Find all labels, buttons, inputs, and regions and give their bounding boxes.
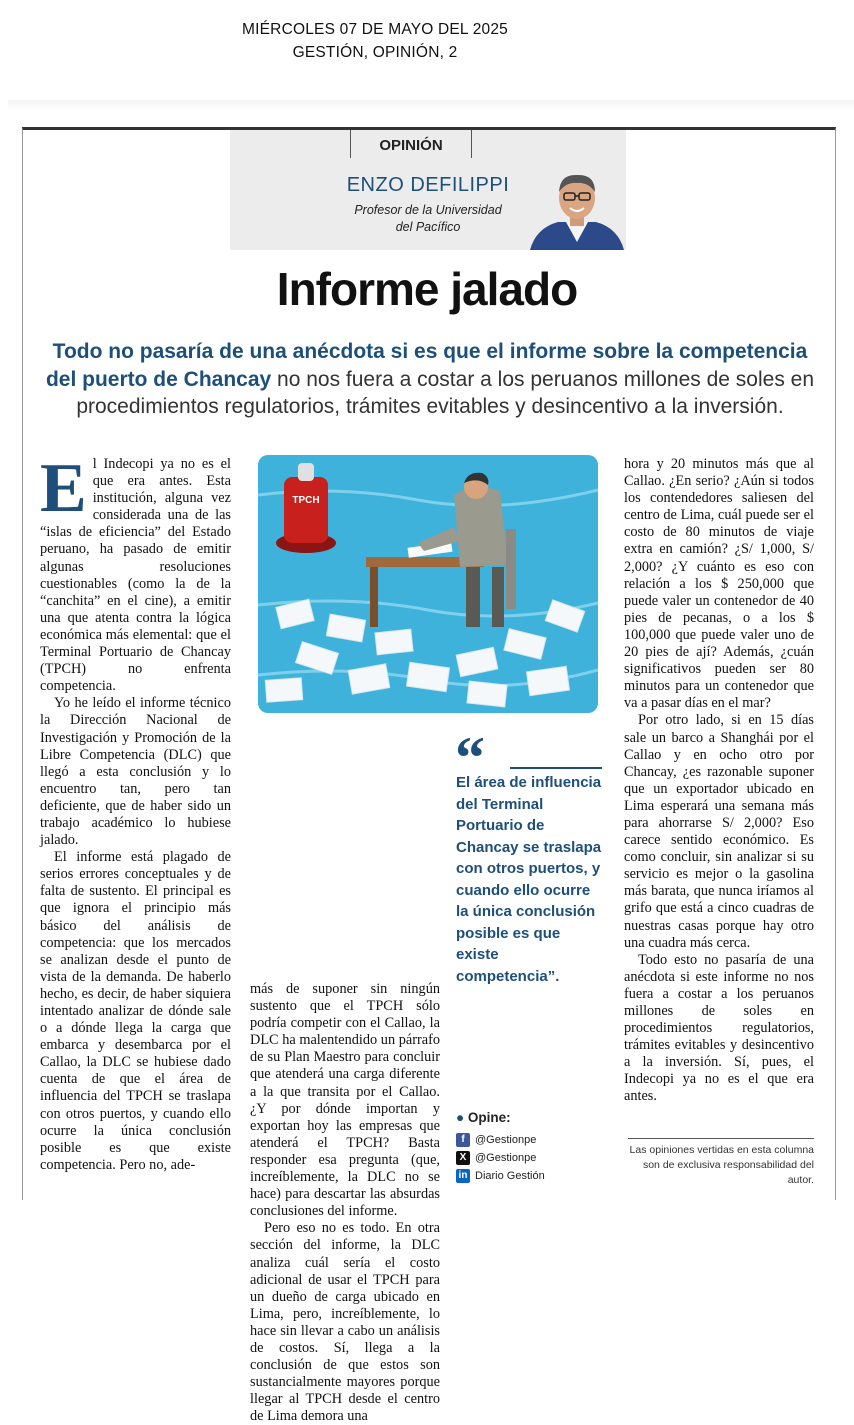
top-divider: [8, 100, 854, 110]
paragraph-7: Por otro lado, si en 15 días sale un barco a Shanghái por el Callao y en ocho otro por Chancay, ¿es razonable suponer que un exportador ubicado en Lima esperará una semana más para ahorrarse S/ 2,000? Eso carece sentido económico. Es como concluir, sin analizar si su servicio es mejor o la gasolina más barata, que nunca iríamos al grifo que está a cinco cuadras de nuestras casas porque hay otro una cuadra más cerca.: [624, 712, 814, 951]
disclaimer: Las opiniones vertidas en esta columna son de exclusiva responsabilidad del autor.: [629, 1144, 814, 1186]
paragraph-8: Todo esto no pasaría de una anécdota si este informe no nos fuera a costar a los peruanos millones de soles en procedimientos regulatorios, trámites evitables y desincentivo a la inversión. Sí, pues, el Indecopi ya no es el que era antes.: [624, 951, 814, 1105]
social-link-x[interactable]: [456, 1149, 616, 1167]
headline: Informe jalado: [276, 263, 578, 315]
social-link-linkedin[interactable]: [456, 1167, 616, 1185]
paragraph-3: El informe está plagado de serios errores conceptuales y de falta de sustento. El principal es que ignora el principio más básico del análisis de competencia: que los mercados se analizan desde el punto de vista de la demanda. De haberlo hecho, es decir, de haber siquiera intentado analizar de dónde sale o a dónde llega la carga que embarca y desembarca por el Callao, la DLC se hubiese dado cuenta de que el área de influencia del TPCH se traslapa con otros puertos, y cuando ello ocurre la única conclusión posible es que existe competencia. Pero no, ade-: [40, 849, 231, 1173]
paragraph-4: más de suponer sin ningún sustento que el TPCH sólo podría competir con el Callao, la DLC ha malentendido un párrafo de su Plan Maestro para concluir que atenderá una carga diferente a la que transita por el Callao. ¿Y por dónde importan y exportan hoy las empresas que atenderá el TPCH? Basta responder esa pregunta (que, increíblemente, la DLC no se hace) para descartar las absurdas conclusiones del informe.: [250, 981, 440, 1220]
author-title-line-2: del Pacífico: [395, 220, 461, 234]
author-title-line-1: Profesor de la Universidad: [354, 203, 502, 217]
drop-cap: E: [40, 450, 87, 527]
buoy-label: TPCH: [292, 495, 320, 506]
deck-rest: no nos fuera a costar a los peruanos millones de soles en procedimientos regulatorios, trámites evitables y desincentivo a la inversión.: [76, 367, 815, 418]
linkedin-icon: in: [456, 1169, 470, 1183]
deck-highlight: Todo no pasaría de una anécdota si es que el informe sobre la competencia del puerto de Chancay: [45, 340, 808, 391]
body-column-3: [624, 456, 814, 1106]
quote-mark-icon: “: [455, 725, 485, 791]
social-link-facebook[interactable]: [456, 1131, 616, 1149]
facebook-icon: f: [456, 1133, 470, 1147]
section-label: OPINIÓN: [350, 130, 472, 158]
speech-bubble-icon: ●: [456, 1110, 465, 1125]
illustration: [258, 455, 598, 713]
opine-title-text: Opine:: [467, 1110, 511, 1125]
pull-quote: El área de influencia del Terminal Portuario de Chancay se traslapa con otros puertos, y cuando ello ocurre la única conclusión posible es que existe competencia”.: [456, 774, 602, 985]
author-title: [328, 202, 528, 236]
social-label: Diario Gestión: [475, 1170, 545, 1182]
x-icon: X: [456, 1151, 470, 1165]
quote-rule: [510, 767, 602, 769]
social-label: @Gestionpe: [475, 1152, 537, 1164]
page-meta: [0, 18, 750, 64]
paragraph-1: [40, 450, 231, 695]
paragraph-1-text: l Indecopi ya no es el que era antes. Esta institución, alguna vez considerada una de las “islas de eficiencia” del Estado peruano, ha pasado de emitir algunas resoluciones cuestionables (como la de la “canchita” en el cine), a emitir una que atenta contra la lógica económica más elemental: que el Terminal Portuario de Chancay (TPCH) no enfrenta competencia.: [40, 456, 231, 695]
author-header: [230, 130, 626, 250]
author-name: ENZO DEFILIPPI: [346, 174, 510, 196]
deck: [40, 338, 820, 421]
paragraph-5: Pero eso no es todo. En otra sección del informe, la DLC analiza cuál sería el costo adicional de usar el TPCH para un dueño de carga ubicado en Lima, pero, increíblemente, lo hace sin llevar a cabo un análisis de costos. Sí, llega a la conclusión de que estos son sustancialmente mayores porque llegar al TPCH desde el centro de Lima demora una: [250, 1220, 440, 1425]
disclaimer-rule: [628, 1138, 814, 1139]
publication-source: GESTIÓN, OPINIÓN, 2: [292, 44, 458, 61]
author-photo: [528, 168, 626, 250]
publication-date: MIÉRCOLES 07 DE MAYO DEL 2025: [242, 21, 508, 38]
opine-title: [456, 1110, 616, 1125]
paragraph-2: Yo he leído el informe técnico la Dirección Nacional de Investigación y Promoción de la Libre Competencia (DLC) que llegó a esta conclusión y lo encuentro tan, pero tan deficiente, que de haber sido un trabajo académico lo hubiese jalado.: [40, 695, 231, 849]
opine-box: [456, 1110, 616, 1185]
social-label: @Gestionpe: [475, 1134, 537, 1146]
paragraph-6: hora y 20 minutos más que al Callao. ¿En serio? ¿Aún si todos los contendedores saliesen del centro de Lima, cuál puede ser el costo de 80 minutos de viaje extra en camión? ¿S/ 1,000, S/ 2,000? ¿Y cuánto es eso con relación a los $ 250,000 que puede valer un contenedor de 40 pies de pecanas, o a los $ 100,000 que puede valer uno de 20 pies de ají? Además, ¿cuán significativos pueden ser 80 minutos para un contenedor que va a pasar días en el mar?: [624, 456, 814, 712]
body-column-1: [40, 450, 231, 1174]
body-column-2: [250, 981, 440, 1425]
